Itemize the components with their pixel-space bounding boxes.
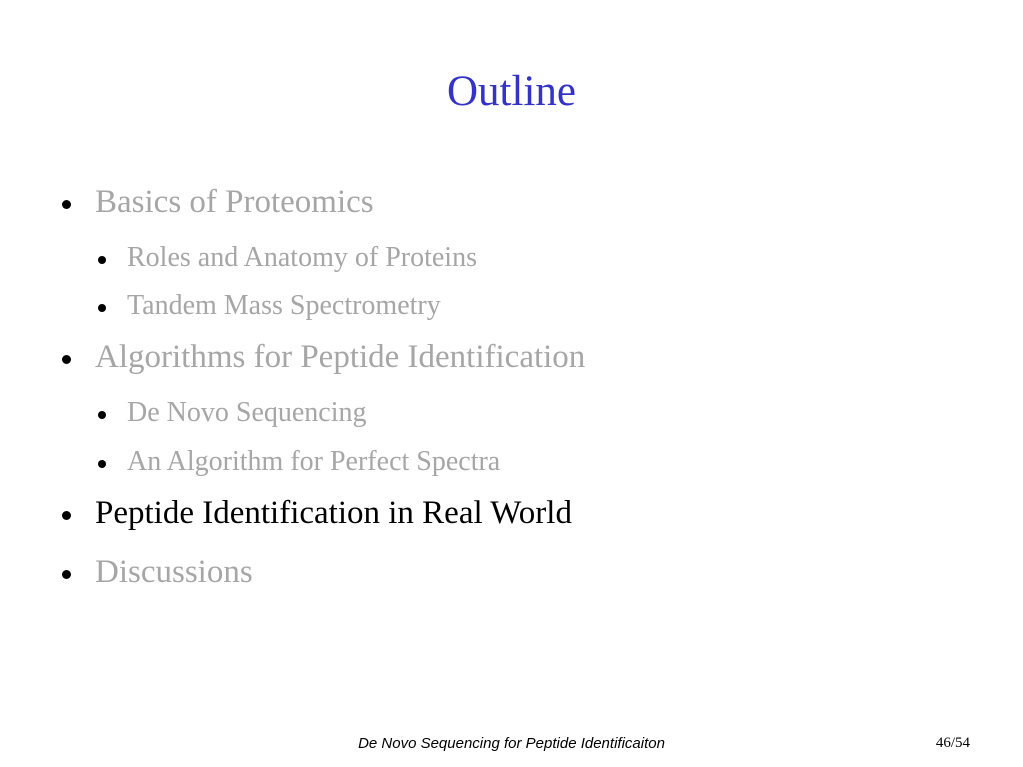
outline-item-label: Algorithms for Peptide Identification (95, 339, 586, 375)
page-number: 46/54 (935, 735, 970, 751)
outline-item-label: An Algorithm for Perfect Spectra (127, 446, 501, 477)
outline-item-algorithms (95, 341, 585, 374)
bullet-icon (98, 304, 106, 312)
footer-title: De Novo Sequencing for Peptide Identificaiton (358, 735, 665, 752)
outline-item-real-world (95, 497, 572, 530)
bullet-icon (62, 570, 71, 579)
outline-item-perfect-spectra (127, 448, 500, 476)
outline-item-tandem-mass-spectrometry (127, 292, 441, 320)
bullet-icon (62, 200, 71, 209)
outline-item-basics-of-proteomics (95, 186, 374, 219)
bullet-icon (98, 256, 106, 264)
bullet-icon (98, 460, 106, 468)
bullet-icon (62, 355, 71, 364)
outline-item-label: Peptide Identification in Real World (95, 495, 572, 531)
slide-title: Outline (447, 68, 576, 115)
outline-item-label: Roles and Anatomy of Proteins (127, 242, 477, 273)
outline-item-label: Discussions (95, 554, 253, 590)
bullet-icon (62, 511, 71, 520)
bullet-icon (98, 411, 106, 419)
outline-item-de-novo-sequencing (127, 399, 367, 427)
outline-item-label: Basics of Proteomics (95, 184, 374, 220)
outline-item-discussions (95, 556, 253, 589)
outline-item-label: De Novo Sequencing (127, 397, 367, 428)
outline-item-roles-and-anatomy (127, 244, 477, 272)
outline-item-label: Tandem Mass Spectrometry (127, 290, 441, 321)
